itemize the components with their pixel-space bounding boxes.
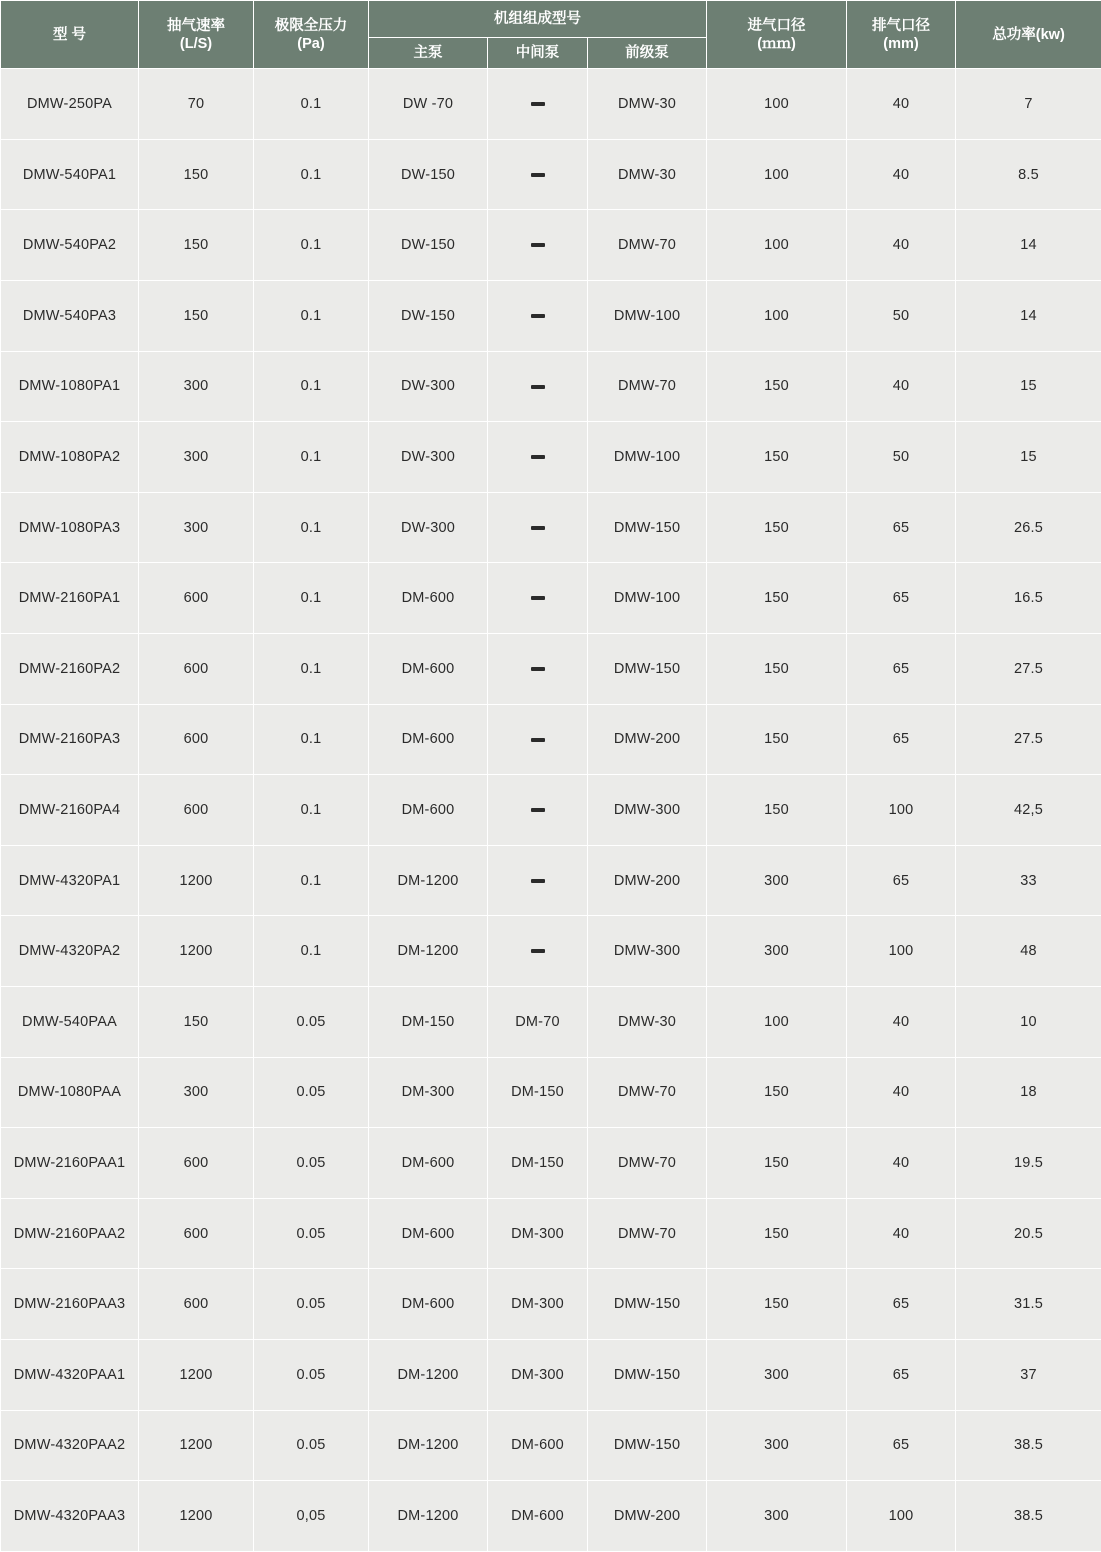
cell-backing-pump: DMW-30 (588, 986, 707, 1057)
cell-model: DMW-2160PA4 (1, 775, 139, 846)
cell-total-power: 37 (956, 1339, 1101, 1410)
cell-inlet-diameter: 150 (707, 634, 847, 705)
cell-outlet-diameter: 50 (847, 281, 956, 352)
cell-model: DMW-540PA1 (1, 139, 139, 210)
cell-main-pump: DW-300 (369, 492, 488, 563)
header-pumping-speed (139, 1, 254, 69)
table-row (1, 1339, 1101, 1410)
cell-inlet-diameter: 150 (707, 1057, 847, 1128)
cell-main-pump: DM-1200 (369, 1410, 488, 1481)
cell-outlet-diameter: 65 (847, 1339, 956, 1410)
cell-total-power: 33 (956, 845, 1101, 916)
table-row (1, 1198, 1101, 1269)
dash-icon (531, 808, 545, 812)
dash-icon (531, 173, 545, 177)
dash-icon (531, 243, 545, 247)
cell-intermediate-pump: DM-300 (488, 1339, 588, 1410)
cell-intermediate-pump (488, 210, 588, 281)
cell-main-pump: DM-1200 (369, 1339, 488, 1410)
dash-icon (531, 596, 545, 600)
cell-total-power: 38.5 (956, 1410, 1101, 1481)
cell-outlet-diameter: 40 (847, 1057, 956, 1128)
dash-icon (531, 879, 545, 883)
cell-intermediate-pump: DM-300 (488, 1269, 588, 1340)
header-row-primary (1, 1, 1101, 38)
cell-ultimate-pressure: 0.1 (254, 634, 369, 705)
cell-outlet-diameter: 65 (847, 1410, 956, 1481)
cell-total-power: 42,5 (956, 775, 1101, 846)
header-ultimate-pressure-line2: (Pa) (256, 35, 366, 53)
cell-ultimate-pressure: 0.1 (254, 281, 369, 352)
cell-outlet-diameter: 40 (847, 210, 956, 281)
cell-model: DMW-2160PAA1 (1, 1128, 139, 1199)
cell-backing-pump: DMW-300 (588, 916, 707, 987)
cell-main-pump: DM-600 (369, 563, 488, 634)
cell-pumping-speed: 150 (139, 210, 254, 281)
cell-outlet-diameter: 40 (847, 139, 956, 210)
table-row (1, 492, 1101, 563)
header-backing-pump: 前级泵 (588, 38, 707, 69)
dash-icon (531, 949, 545, 953)
cell-inlet-diameter: 300 (707, 845, 847, 916)
cell-model: DMW-540PAA (1, 986, 139, 1057)
cell-outlet-diameter: 65 (847, 634, 956, 705)
header-total-power: 总功率(kw) (956, 1, 1101, 69)
cell-main-pump: DW-150 (369, 210, 488, 281)
cell-pumping-speed: 600 (139, 775, 254, 846)
cell-main-pump: DM-1200 (369, 845, 488, 916)
cell-inlet-diameter: 150 (707, 1269, 847, 1340)
table-row (1, 775, 1101, 846)
cell-total-power: 19.5 (956, 1128, 1101, 1199)
cell-pumping-speed: 1200 (139, 1339, 254, 1410)
cell-pumping-speed: 150 (139, 986, 254, 1057)
cell-main-pump: DM-1200 (369, 1481, 488, 1552)
table-row (1, 1410, 1101, 1481)
cell-inlet-diameter: 100 (707, 69, 847, 140)
cell-ultimate-pressure: 0.05 (254, 1057, 369, 1128)
cell-total-power: 8.5 (956, 139, 1101, 210)
cell-backing-pump: DMW-30 (588, 69, 707, 140)
cell-model: DMW-4320PA2 (1, 916, 139, 987)
cell-intermediate-pump: DM-70 (488, 986, 588, 1057)
cell-model: DMW-4320PAA3 (1, 1481, 139, 1552)
table-row (1, 69, 1101, 140)
dash-icon (531, 667, 545, 671)
cell-pumping-speed: 1200 (139, 1481, 254, 1552)
cell-total-power: 14 (956, 281, 1101, 352)
table-row (1, 986, 1101, 1057)
cell-intermediate-pump: DM-300 (488, 1198, 588, 1269)
cell-main-pump: DW-150 (369, 281, 488, 352)
cell-ultimate-pressure: 0.1 (254, 492, 369, 563)
cell-backing-pump: DMW-150 (588, 1410, 707, 1481)
cell-pumping-speed: 70 (139, 69, 254, 140)
table-row (1, 845, 1101, 916)
cell-ultimate-pressure: 0.1 (254, 139, 369, 210)
cell-total-power: 10 (956, 986, 1101, 1057)
cell-backing-pump: DMW-70 (588, 1128, 707, 1199)
cell-outlet-diameter: 40 (847, 986, 956, 1057)
cell-ultimate-pressure: 0.05 (254, 1198, 369, 1269)
cell-backing-pump: DMW-300 (588, 775, 707, 846)
cell-inlet-diameter: 100 (707, 210, 847, 281)
cell-model: DMW-540PA2 (1, 210, 139, 281)
dash-icon (531, 385, 545, 389)
cell-intermediate-pump: DM-150 (488, 1128, 588, 1199)
dash-icon (531, 102, 545, 106)
cell-inlet-diameter: 300 (707, 1481, 847, 1552)
header-inlet-diameter-line1: 进气口径 (709, 17, 844, 35)
header-pumping-speed-line2: (L/S) (141, 35, 251, 53)
cell-inlet-diameter: 150 (707, 1198, 847, 1269)
cell-outlet-diameter: 50 (847, 422, 956, 493)
cell-pumping-speed: 300 (139, 492, 254, 563)
cell-outlet-diameter: 40 (847, 1198, 956, 1269)
cell-ultimate-pressure: 0.1 (254, 210, 369, 281)
table-row (1, 210, 1101, 281)
cell-outlet-diameter: 65 (847, 845, 956, 916)
cell-pumping-speed: 150 (139, 139, 254, 210)
cell-total-power: 15 (956, 351, 1101, 422)
cell-backing-pump: DMW-100 (588, 563, 707, 634)
cell-backing-pump: DMW-70 (588, 1057, 707, 1128)
cell-backing-pump: DMW-150 (588, 1339, 707, 1410)
cell-inlet-diameter: 100 (707, 139, 847, 210)
cell-main-pump: DM-150 (369, 986, 488, 1057)
cell-backing-pump: DMW-200 (588, 845, 707, 916)
table-row (1, 1481, 1101, 1552)
header-model: 型 号 (1, 1, 139, 69)
cell-pumping-speed: 1200 (139, 916, 254, 987)
cell-backing-pump: DMW-200 (588, 704, 707, 775)
cell-main-pump: DM-300 (369, 1057, 488, 1128)
cell-total-power: 26.5 (956, 492, 1101, 563)
cell-ultimate-pressure: 0.1 (254, 704, 369, 775)
header-main-pump: 主泵 (369, 38, 488, 69)
table-row (1, 139, 1101, 210)
cell-ultimate-pressure: 0.05 (254, 986, 369, 1057)
cell-total-power: 27.5 (956, 704, 1101, 775)
cell-outlet-diameter: 100 (847, 916, 956, 987)
cell-pumping-speed: 150 (139, 281, 254, 352)
cell-pumping-speed: 300 (139, 351, 254, 422)
cell-inlet-diameter: 150 (707, 775, 847, 846)
cell-backing-pump: DMW-70 (588, 1198, 707, 1269)
dash-icon (531, 314, 545, 318)
cell-backing-pump: DMW-100 (588, 422, 707, 493)
cell-intermediate-pump (488, 845, 588, 916)
cell-ultimate-pressure: 0.05 (254, 1269, 369, 1340)
cell-pumping-speed: 300 (139, 1057, 254, 1128)
cell-ultimate-pressure: 0,05 (254, 1481, 369, 1552)
cell-intermediate-pump (488, 563, 588, 634)
cell-model: DMW-540PA3 (1, 281, 139, 352)
cell-main-pump: DM-600 (369, 634, 488, 705)
cell-total-power: 16.5 (956, 563, 1101, 634)
table-row (1, 1057, 1101, 1128)
table-header (1, 1, 1101, 69)
cell-total-power: 27.5 (956, 634, 1101, 705)
cell-total-power: 14 (956, 210, 1101, 281)
cell-model: DMW-4320PA1 (1, 845, 139, 916)
cell-ultimate-pressure: 0.05 (254, 1339, 369, 1410)
header-inlet-diameter (707, 1, 847, 69)
cell-backing-pump: DMW-150 (588, 634, 707, 705)
table-row (1, 704, 1101, 775)
cell-inlet-diameter: 150 (707, 1128, 847, 1199)
cell-model: DMW-1080PA1 (1, 351, 139, 422)
cell-backing-pump: DMW-150 (588, 1269, 707, 1340)
header-outlet-diameter-line2: (mm) (849, 35, 953, 53)
cell-inlet-diameter: 150 (707, 704, 847, 775)
cell-model: DMW-2160PA2 (1, 634, 139, 705)
cell-intermediate-pump (488, 775, 588, 846)
cell-pumping-speed: 300 (139, 422, 254, 493)
cell-model: DMW-250PA (1, 69, 139, 140)
cell-pumping-speed: 600 (139, 1128, 254, 1199)
cell-backing-pump: DMW-70 (588, 351, 707, 422)
cell-backing-pump: DMW-150 (588, 492, 707, 563)
cell-model: DMW-1080PA2 (1, 422, 139, 493)
cell-intermediate-pump: DM-600 (488, 1481, 588, 1552)
header-intermediate-pump: 中间泵 (488, 38, 588, 69)
table-row (1, 351, 1101, 422)
cell-outlet-diameter: 65 (847, 1269, 956, 1340)
cell-main-pump: DM-600 (369, 1128, 488, 1199)
cell-main-pump: DM-1200 (369, 916, 488, 987)
dash-icon (531, 526, 545, 530)
cell-main-pump: DW-150 (369, 139, 488, 210)
cell-intermediate-pump (488, 492, 588, 563)
cell-outlet-diameter: 65 (847, 704, 956, 775)
header-ultimate-pressure (254, 1, 369, 69)
cell-pumping-speed: 600 (139, 704, 254, 775)
cell-intermediate-pump: DM-600 (488, 1410, 588, 1481)
cell-pumping-speed: 600 (139, 1269, 254, 1340)
cell-intermediate-pump (488, 139, 588, 210)
cell-total-power: 7 (956, 69, 1101, 140)
dash-icon (531, 738, 545, 742)
cell-inlet-diameter: 300 (707, 916, 847, 987)
cell-intermediate-pump (488, 704, 588, 775)
cell-ultimate-pressure: 0.1 (254, 775, 369, 846)
cell-model: DMW-4320PAA1 (1, 1339, 139, 1410)
cell-outlet-diameter: 40 (847, 1128, 956, 1199)
cell-model: DMW-2160PA1 (1, 563, 139, 634)
cell-ultimate-pressure: 0.1 (254, 422, 369, 493)
cell-outlet-diameter: 40 (847, 351, 956, 422)
cell-main-pump: DM-600 (369, 1269, 488, 1340)
header-outlet-diameter (847, 1, 956, 69)
cell-backing-pump: DMW-30 (588, 139, 707, 210)
cell-main-pump: DM-600 (369, 1198, 488, 1269)
cell-model: DMW-1080PA3 (1, 492, 139, 563)
cell-main-pump: DW -70 (369, 69, 488, 140)
table-row (1, 634, 1101, 705)
cell-pumping-speed: 1200 (139, 845, 254, 916)
cell-intermediate-pump (488, 634, 588, 705)
cell-inlet-diameter: 150 (707, 351, 847, 422)
cell-total-power: 18 (956, 1057, 1101, 1128)
cell-ultimate-pressure: 0.1 (254, 69, 369, 140)
table-row (1, 281, 1101, 352)
cell-intermediate-pump (488, 351, 588, 422)
cell-outlet-diameter: 100 (847, 775, 956, 846)
header-pumping-speed-line1: 抽气速率 (141, 17, 251, 35)
cell-model: DMW-2160PAA3 (1, 1269, 139, 1340)
table-row (1, 1269, 1101, 1340)
table-body (1, 69, 1101, 1551)
header-unit-group: 机组组成型号 (369, 1, 707, 38)
cell-total-power: 15 (956, 422, 1101, 493)
cell-intermediate-pump (488, 422, 588, 493)
cell-model: DMW-4320PAA2 (1, 1410, 139, 1481)
cell-total-power: 20.5 (956, 1198, 1101, 1269)
cell-main-pump: DM-600 (369, 775, 488, 846)
cell-main-pump: DW-300 (369, 351, 488, 422)
cell-ultimate-pressure: 0.1 (254, 563, 369, 634)
cell-inlet-diameter: 300 (707, 1339, 847, 1410)
cell-intermediate-pump: DM-150 (488, 1057, 588, 1128)
cell-pumping-speed: 1200 (139, 1410, 254, 1481)
cell-backing-pump: DMW-200 (588, 1481, 707, 1552)
cell-pumping-speed: 600 (139, 634, 254, 705)
table-row (1, 563, 1101, 634)
cell-intermediate-pump (488, 916, 588, 987)
cell-inlet-diameter: 100 (707, 281, 847, 352)
dash-icon (531, 455, 545, 459)
cell-outlet-diameter: 100 (847, 1481, 956, 1552)
cell-total-power: 48 (956, 916, 1101, 987)
table-row (1, 916, 1101, 987)
header-ultimate-pressure-line1: 极限全压力 (256, 17, 366, 35)
cell-intermediate-pump (488, 281, 588, 352)
cell-main-pump: DM-600 (369, 704, 488, 775)
table-row (1, 422, 1101, 493)
cell-pumping-speed: 600 (139, 1198, 254, 1269)
cell-outlet-diameter: 65 (847, 563, 956, 634)
cell-outlet-diameter: 40 (847, 69, 956, 140)
cell-outlet-diameter: 65 (847, 492, 956, 563)
cell-backing-pump: DMW-100 (588, 281, 707, 352)
cell-ultimate-pressure: 0.05 (254, 1410, 369, 1481)
cell-model: DMW-2160PA3 (1, 704, 139, 775)
cell-intermediate-pump (488, 69, 588, 140)
cell-inlet-diameter: 100 (707, 986, 847, 1057)
cell-ultimate-pressure: 0.1 (254, 351, 369, 422)
cell-pumping-speed: 600 (139, 563, 254, 634)
cell-ultimate-pressure: 0.05 (254, 1128, 369, 1199)
cell-total-power: 31.5 (956, 1269, 1101, 1340)
header-inlet-diameter-line2: (ｍｍ) (709, 35, 844, 53)
cell-ultimate-pressure: 0.1 (254, 845, 369, 916)
table-row (1, 1128, 1101, 1199)
cell-model: DMW-1080PAA (1, 1057, 139, 1128)
cell-ultimate-pressure: 0.1 (254, 916, 369, 987)
cell-total-power: 38.5 (956, 1481, 1101, 1552)
cell-main-pump: DW-300 (369, 422, 488, 493)
cell-inlet-diameter: 150 (707, 422, 847, 493)
cell-inlet-diameter: 300 (707, 1410, 847, 1481)
cell-model: DMW-2160PAA2 (1, 1198, 139, 1269)
cell-inlet-diameter: 150 (707, 492, 847, 563)
cell-backing-pump: DMW-70 (588, 210, 707, 281)
cell-inlet-diameter: 150 (707, 563, 847, 634)
header-outlet-diameter-line1: 排气口径 (849, 17, 953, 35)
